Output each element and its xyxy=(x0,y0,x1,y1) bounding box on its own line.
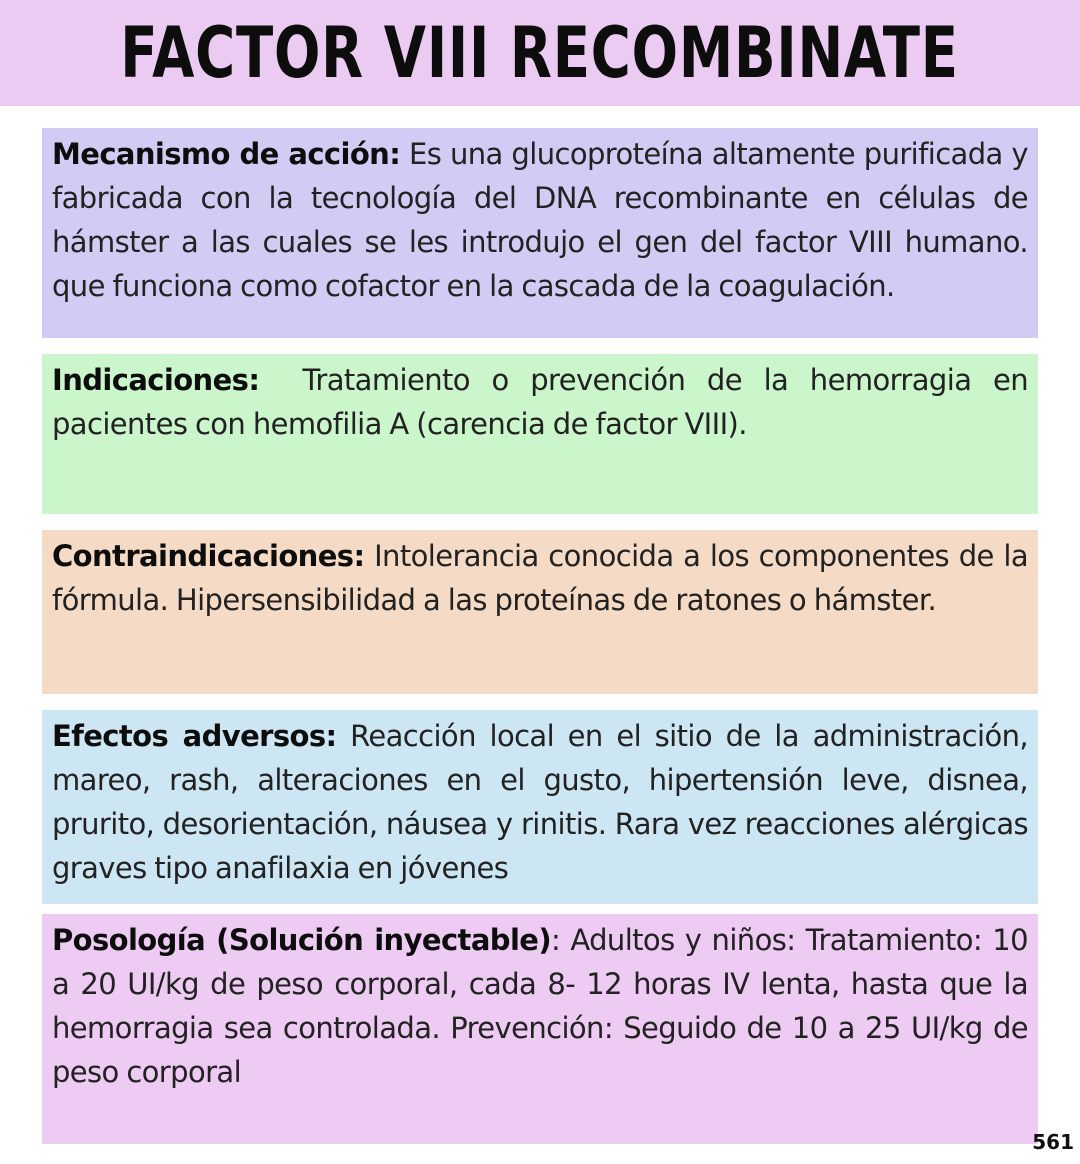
section-label: Mecanismo de acción: xyxy=(52,137,401,171)
section-text xyxy=(52,714,1028,890)
section-label: Indicaciones: xyxy=(52,363,260,397)
section-body: Reacción local en el sitio de la administración, mareo, rash, alteraciones en el gusto, hipertensión leve, disnea, prurito, desorientación, náusea y rinitis. Rara vez reacciones alérgicas graves tipo anafilaxia en jóvenes xyxy=(52,719,1029,885)
section-label: Efectos adversos: xyxy=(52,719,337,753)
section-label: Posología (Solución inyectable) xyxy=(52,923,552,957)
title-bar xyxy=(0,0,1080,106)
section-text xyxy=(52,534,1028,622)
section-label: Contraindicaciones: xyxy=(52,539,365,573)
section-body: : Adultos y niños: Tratamiento: 10 a 20 UI/kg de peso corporal, cada 8- 12 horas IV lenta, hasta que la hemorragia sea controlada. Prevención: Seguido de 10 a 25 UI/kg de peso corporal xyxy=(52,923,1029,1089)
section-text xyxy=(52,132,1028,308)
section-indicaciones xyxy=(42,354,1038,514)
section-posologia xyxy=(42,914,1038,1144)
section-body: Es una glucoproteína altamente purificada y fabricada con la tecnología del DNA recombinante en células de hámster a las cuales se les introdujo el gen del factor VIII humano. que funciona como cofactor en la cascada de la coagulación. xyxy=(52,137,1028,303)
section-text xyxy=(52,918,1028,1094)
section-text xyxy=(52,358,1036,446)
section-body: Tratamiento o prevención de la hemorragia en pacientes con hemofilia A (carencia de factor VIII). xyxy=(52,363,1036,441)
section-body: Intolerancia conocida a los componentes de la fórmula. Hipersensibilidad a las proteínas de ratones o hámster. xyxy=(52,539,1028,617)
section-contraindicaciones xyxy=(42,530,1038,694)
section-efectos-adversos xyxy=(42,710,1038,904)
section-mecanismo-de-accion xyxy=(42,128,1038,338)
page-number: 561 xyxy=(1032,1130,1074,1154)
page-title: FACTOR VIII RECOMBINATE xyxy=(120,12,960,94)
